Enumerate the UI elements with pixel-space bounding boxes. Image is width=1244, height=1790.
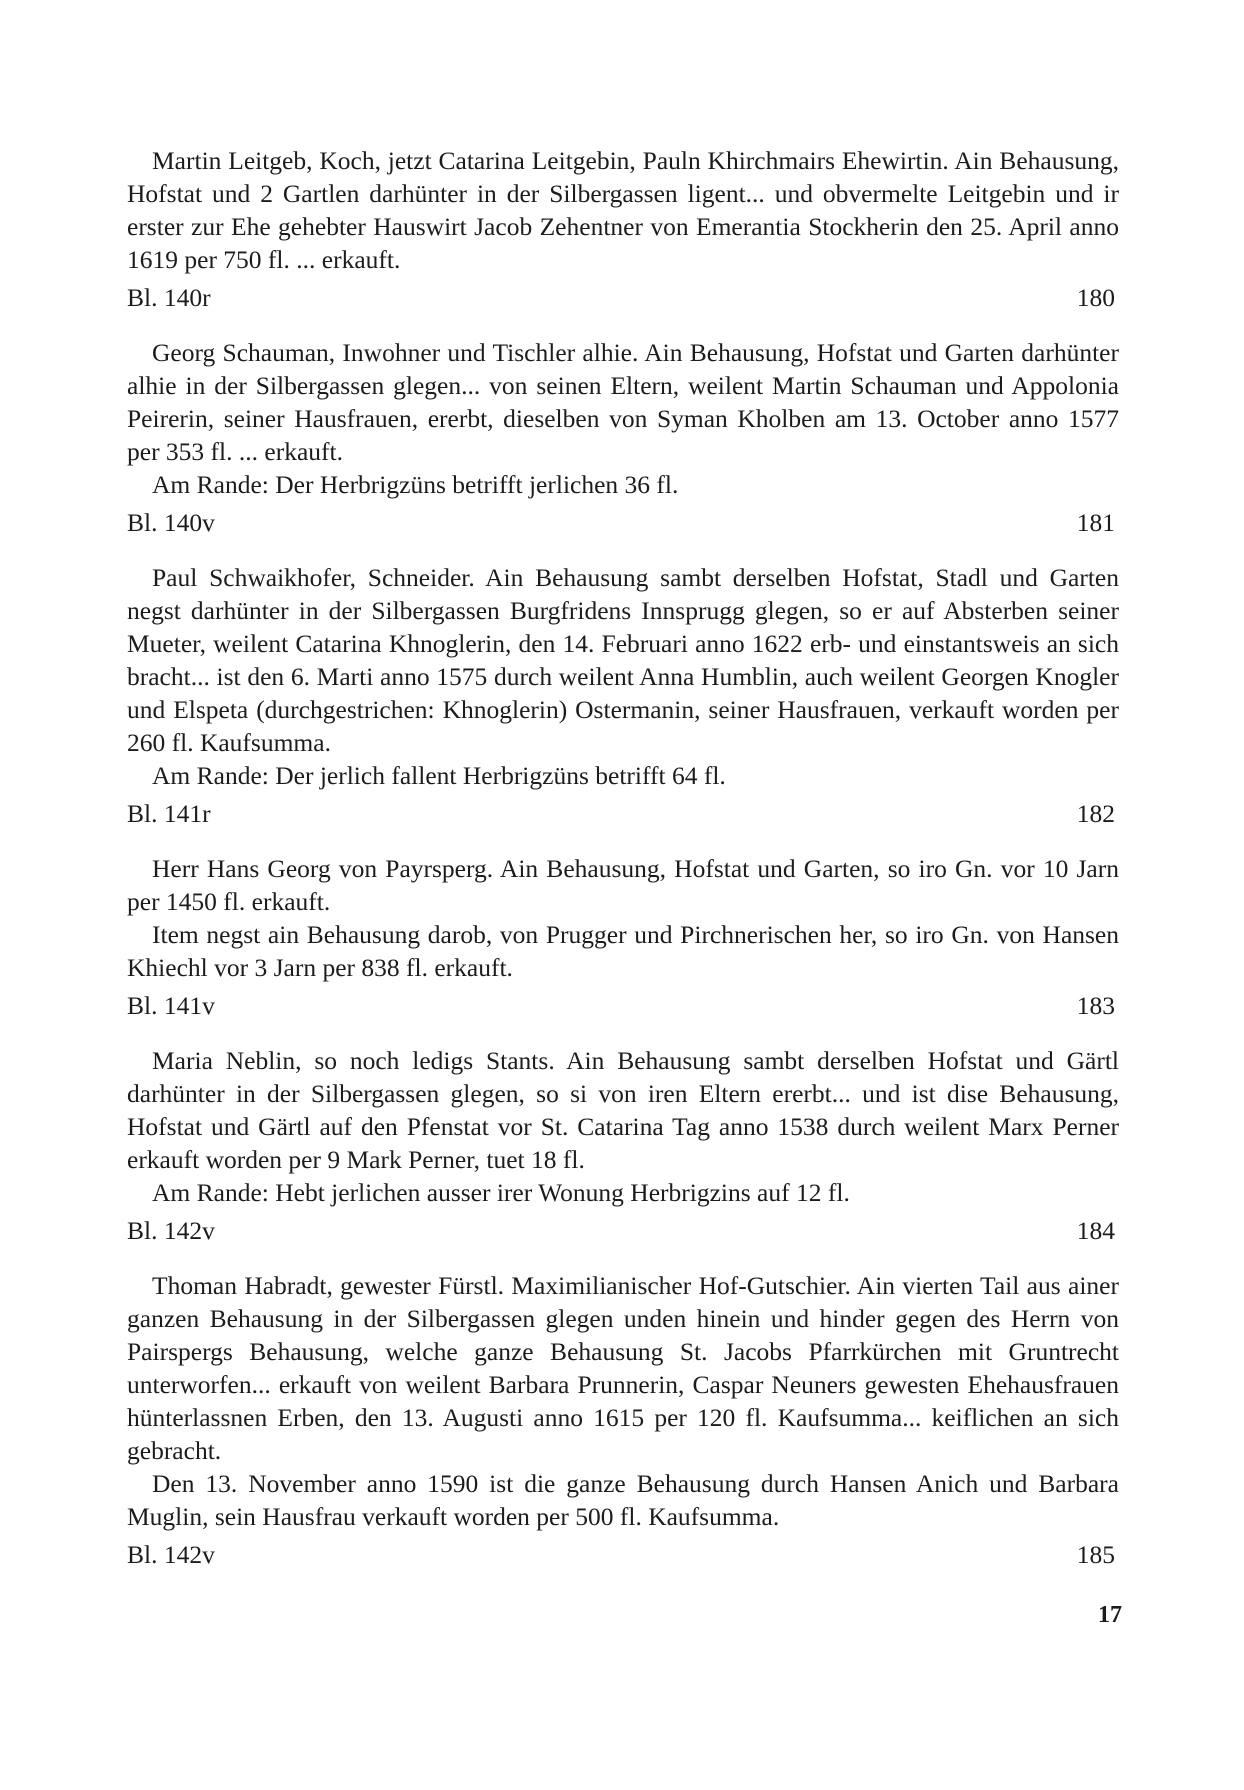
entry-number: 183 [1076, 991, 1115, 1020]
entry-reference [127, 797, 1119, 830]
entry-number: 180 [1076, 283, 1115, 312]
entry [127, 852, 1119, 1022]
margin-note: Am Rande: Hebt jerlichen ausser irer Wonung Herbrigzins auf 12 fl. [152, 1178, 850, 1207]
entry-reference [127, 1214, 1119, 1247]
folio-reference: Bl. 142v [127, 1540, 215, 1569]
entry-reference [127, 506, 1119, 539]
folio-reference: Bl. 140r [127, 283, 211, 312]
document-body [127, 144, 1119, 1593]
entry-paragraph: Georg Schauman, Inwohner und Tischler alhie. Ain Behausung, Hofstat und Garten darhünter alhie in der Silbergassen glegen... von seinen Eltern, weilent Martin Schauman und Appolonia Peirerin, seiner Hausfrauen, ererbt, dieselben von Syman Kholben am 13. October anno 1577 per 353 fl. ... erkauft. [127, 338, 1119, 466]
entry-paragraph: Maria Neblin, so noch ledigs Stants. Ain Behausung sambt derselben Hofstat und Gärtl darhünter in der Silbergassen glegen, so si von iren Eltern ererbt... und ist dise Behausung, Hofstat und Gärtl auf den Pfenstat vor St. Catarina Tag anno 1538 durch weilent Marx Perner erkauft worden per 9 Mark Perner, tuet 18 fl. [127, 1046, 1119, 1174]
entry [127, 1269, 1119, 1571]
margin-note: Am Rande: Der Herbrigzüns betrifft jerlichen 36 fl. [152, 470, 679, 499]
folio-reference: Bl. 141r [127, 799, 211, 828]
entry-paragraph: Thoman Habradt, gewester Fürstl. Maximilianischer Hof-Gutschier. Ain vierten Tail aus ainer ganzen Behausung in der Silbergassen glegen unden hinein und hinder gegen des Herrn von Pairspergs Behausung, welche ganze Behausung St. Jacobs Pfarrkürchen mit Gruntrecht unterworfen... erkauft von weilent Barbara Prunnerin, Caspar Neuners gewesten Ehehausfrauen hünterlassnen Erben, den 13. Augusti anno 1615 per 120 fl. Kaufsumma... keiflichen an sich gebracht. [127, 1271, 1119, 1465]
entry-reference [127, 281, 1119, 314]
page-number: 17 [1098, 1602, 1122, 1628]
entry [127, 1044, 1119, 1247]
entry-reference [127, 989, 1119, 1022]
entry-reference [127, 1538, 1119, 1571]
folio-reference: Bl. 142v [127, 1216, 215, 1245]
folio-reference: Bl. 140v [127, 508, 215, 537]
entry-paragraph: Paul Schwaikhofer, Schneider. Ain Behausung sambt derselben Hofstat, Stadl und Garten negst darhünter in der Silbergassen Burgfridens Innsprugg glegen, so er auf Absterben seiner Mueter, weilent Catarina Khnoglerin, den 14. Februari anno 1622 erb- und einstantsweis an sich bracht... ist den 6. Marti anno 1575 durch weilent Anna Humblin, auch weilent Georgen Knogler und Elspeta (durchgestrichen: Khnoglerin) Ostermanin, seiner Hausfrauen, verkauft worden per 260 fl. Kaufsumma. [127, 563, 1119, 757]
entry-number: 185 [1076, 1540, 1115, 1569]
entry-number: 184 [1076, 1216, 1115, 1245]
entry-paragraph: Item negst ain Behausung darob, von Prugger und Pirchnerischen her, so iro Gn. von Hansen Khiechl vor 3 Jarn per 838 fl. erkauft. [127, 920, 1119, 982]
entry [127, 561, 1119, 830]
entry-paragraph: Herr Hans Georg von Payrsperg. Ain Behausung, Hofstat und Garten, so iro Gn. vor 10 Jarn per 1450 fl. erkauft. [127, 854, 1119, 916]
entry-number: 181 [1076, 508, 1115, 537]
margin-note: Am Rande: Der jerlich fallent Herbrigzüns betrifft 64 fl. [152, 761, 726, 790]
entry-number: 182 [1076, 799, 1115, 828]
entry-paragraph: Den 13. November anno 1590 ist die ganze Behausung durch Hansen Anich und Barbara Muglin, sein Hausfrau verkauft worden per 500 fl. Kaufsumma. [127, 1469, 1119, 1531]
entry-paragraph: Martin Leitgeb, Koch, jetzt Catarina Leitgebin, Pauln Khirchmairs Ehewirtin. Ain Behausung, Hofstat und 2 Gartlen darhünter in der Silbergassen ligent... und obvermelte Leitgebin und ir erster zur Ehe gehebter Hauswirt Jacob Zehentner von Emerantia Stockherin den 25. April anno 1619 per 750 fl. ... erkauft. [127, 146, 1119, 274]
entry [127, 336, 1119, 539]
folio-reference: Bl. 141v [127, 991, 215, 1020]
entry [127, 144, 1119, 314]
